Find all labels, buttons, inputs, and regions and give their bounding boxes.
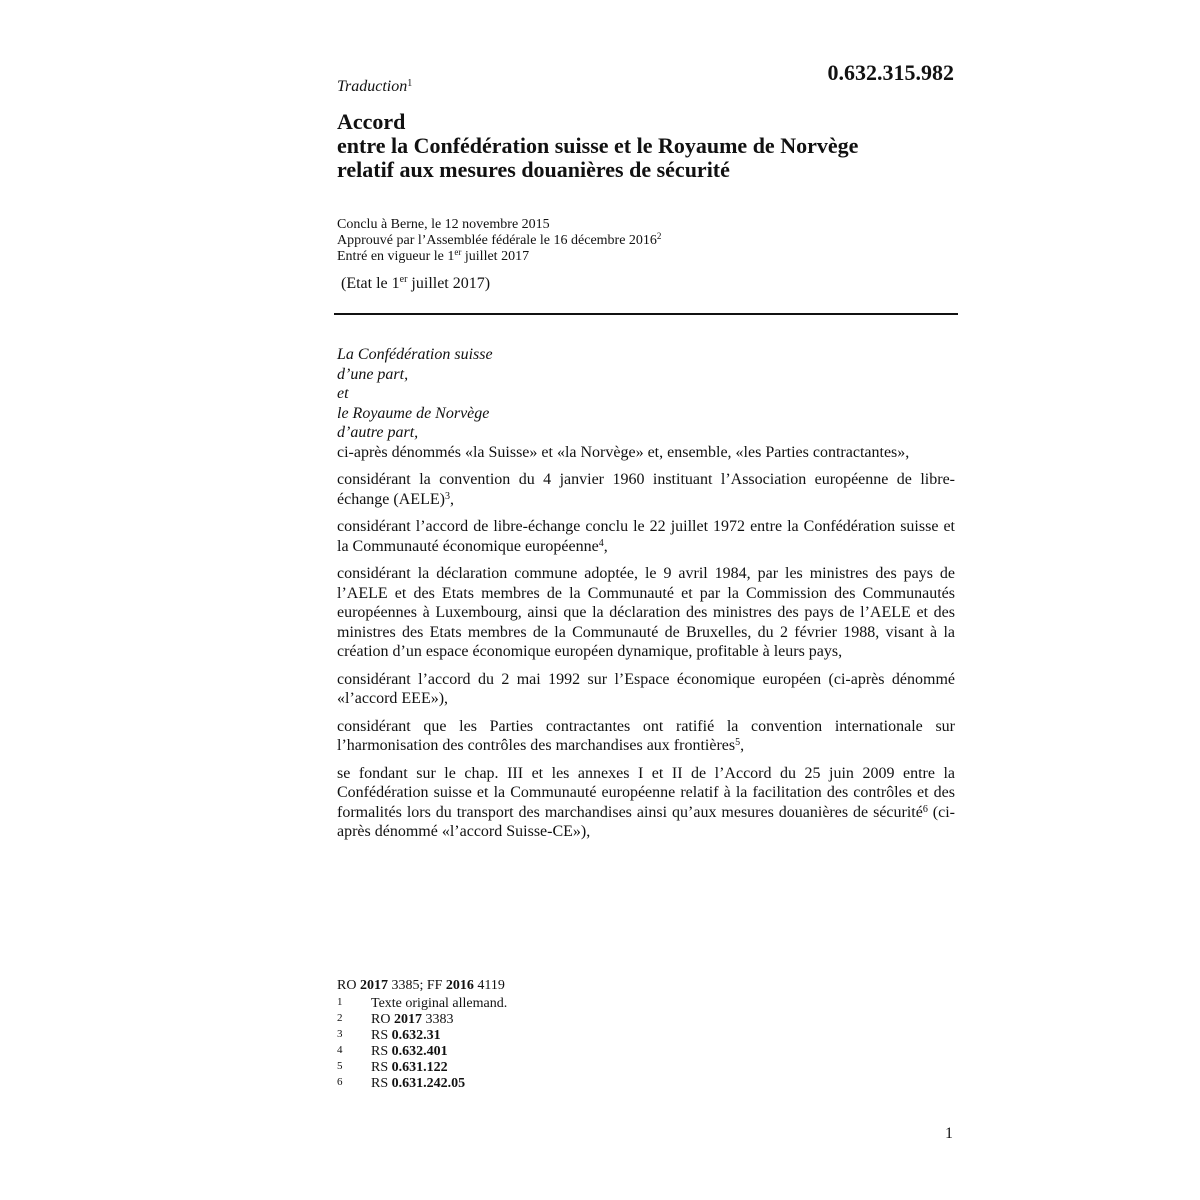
document-title [337, 110, 955, 182]
traduction-footnote-ref[interactable]: 1 [407, 78, 413, 89]
party-line: d’autre part, [337, 424, 419, 441]
preamble [337, 345, 955, 850]
footnote-source [337, 978, 955, 994]
meta-conclu: Conclu à Berne, le 12 novembre 2015 [337, 217, 550, 232]
footnote-text: RO [371, 1012, 394, 1027]
footnote-item [337, 1076, 955, 1092]
meta-entre [337, 249, 955, 265]
paragraph-end: , [449, 490, 454, 508]
footnote-text: RS [371, 1044, 392, 1059]
footnote-text: RS [371, 1028, 392, 1043]
footnote-suffix: 3383 [421, 1012, 454, 1027]
source-ro-year: 2017 [359, 978, 388, 993]
footnote-ref[interactable]: 6 [922, 803, 928, 815]
preamble-paragraph: considérant la déclaration commune adoptée, le 9 avril 1984, par les ministres des pays de l’AELE et des Etats membres de la Communauté et par la Commission des Communautés européennes à Luxembourg, ainsi que la déclaration des ministres des pays de l’AELE et des ministres des Etats membres de la Communauté de Bruxelles, du 2 février 1988, visant à la création d’un espace économique européen dynamique, profitable à leurs pays, [337, 565, 955, 660]
footnote-number: 5 [337, 1060, 343, 1072]
meta-etat-suffix: juillet 2017) [407, 275, 491, 292]
meta-etat-prefix: (Etat le 1 [341, 275, 400, 292]
source-ro-label: RO [337, 978, 360, 993]
preamble-parties [337, 345, 955, 443]
party-line: La Confédération suisse [337, 346, 493, 363]
meta-etat [341, 274, 490, 294]
preamble-paragraph [337, 717, 955, 756]
footnote-item [337, 1044, 955, 1060]
source-ff-year: 2016 [445, 978, 474, 993]
footnote-link[interactable]: 0.631.122 [391, 1060, 448, 1075]
source-ff-page: 4119 [473, 978, 505, 993]
preamble-paragraph: considérant l’accord du 2 mai 1992 sur l’Espace économique européen (ci-après dénommé «l’accord EEE»), [337, 670, 955, 707]
title-line-2: entre la Confédération suisse et le Royaume de Norvège [337, 133, 859, 158]
paragraph-text: considérant l’accord de libre-échange conclu le 22 juillet 1972 entre la Confédération suisse et la Communauté économique européenne [337, 518, 955, 555]
title-line-1: Accord [337, 109, 406, 134]
party-line: et [337, 385, 349, 402]
approuve-footnote-ref[interactable]: 2 [656, 231, 662, 241]
footnote-number: 6 [337, 1076, 343, 1088]
preamble-paragraph [337, 470, 955, 509]
preamble-paragraph [337, 517, 955, 556]
preamble-paragraph: ci-après dénommés «la Suisse» et «la Norvège» et, ensemble, «les Parties contractantes», [337, 443, 910, 461]
footnote-link[interactable]: 0.631.242.05 [391, 1076, 466, 1091]
footnote-number: 4 [337, 1044, 343, 1056]
header-divider [334, 313, 958, 315]
footnote-number: 3 [337, 1028, 343, 1040]
page-number: 1 [945, 1125, 953, 1142]
paragraph-text: considérant que les Parties contractantes ont ratifié la convention internationale sur l’harmonisation des contrôles des marchandises aux frontières [337, 717, 955, 754]
party-line: le Royaume de Norvège [337, 404, 490, 422]
meta-approuve [337, 233, 955, 249]
party-line: d’une part, [337, 365, 409, 383]
footnote-item [337, 1028, 955, 1044]
meta-approuve-text: Approuvé par l’Assemblée fédérale le 16 décembre 2016 [337, 233, 657, 248]
footnote-link[interactable]: 0.632.31 [391, 1028, 441, 1043]
footnote-ref[interactable]: 3 [444, 490, 450, 502]
meta-entre-prefix: Entré en vigueur le 1 [337, 249, 455, 264]
footnote-item [337, 1012, 955, 1028]
paragraph-end: (ci-après dénommé «l’accord Suisse-CE»), [337, 803, 955, 840]
preamble-paragraph [337, 764, 955, 842]
footnote-link[interactable]: 0.632.401 [391, 1044, 448, 1059]
document-metadata [337, 217, 955, 265]
meta-entre-sup: er [454, 247, 462, 257]
footnote-item [337, 1060, 955, 1076]
title-line-3: relatif aux mesures douanières de sécurité [337, 157, 730, 182]
footnote-number: 1 [337, 996, 343, 1008]
footnote-text: RS [371, 1076, 392, 1091]
footnotes [337, 978, 955, 1092]
paragraph-end: , [740, 737, 745, 754]
paragraph-end: , [603, 537, 608, 555]
meta-entre-suffix: juillet 2017 [461, 249, 530, 264]
footnote-ref[interactable]: 5 [735, 737, 741, 748]
footnote-item [337, 996, 955, 1012]
traduction-text: Traduction [337, 78, 408, 95]
traduction-label [337, 74, 412, 97]
rs-number: 0.632.315.982 [827, 60, 954, 85]
footnote-number: 2 [337, 1012, 343, 1024]
footnote-bold: 2017 [393, 1012, 422, 1027]
footnote-text: RS [371, 1060, 392, 1075]
paragraph-text: se fondant sur le chap. III et les annexes I et II de l’Accord du 25 juin 2009 entre la Confédération suisse et la Communauté européenne relatif à la facilitation des contrôles et des formalités lors du transport des marchandises ainsi qu’aux mesures douanières de sécurité [337, 764, 955, 821]
paragraph-text: considérant la convention du 4 janvier 1960 instituant l’Association européenne de libre-échange (AELE) [337, 471, 955, 508]
footnote-ref[interactable]: 4 [598, 537, 604, 549]
meta-etat-sup: er [399, 274, 408, 285]
source-ro-page: 3385; FF [387, 978, 446, 993]
footnote-text: Texte original allemand. [371, 996, 508, 1011]
